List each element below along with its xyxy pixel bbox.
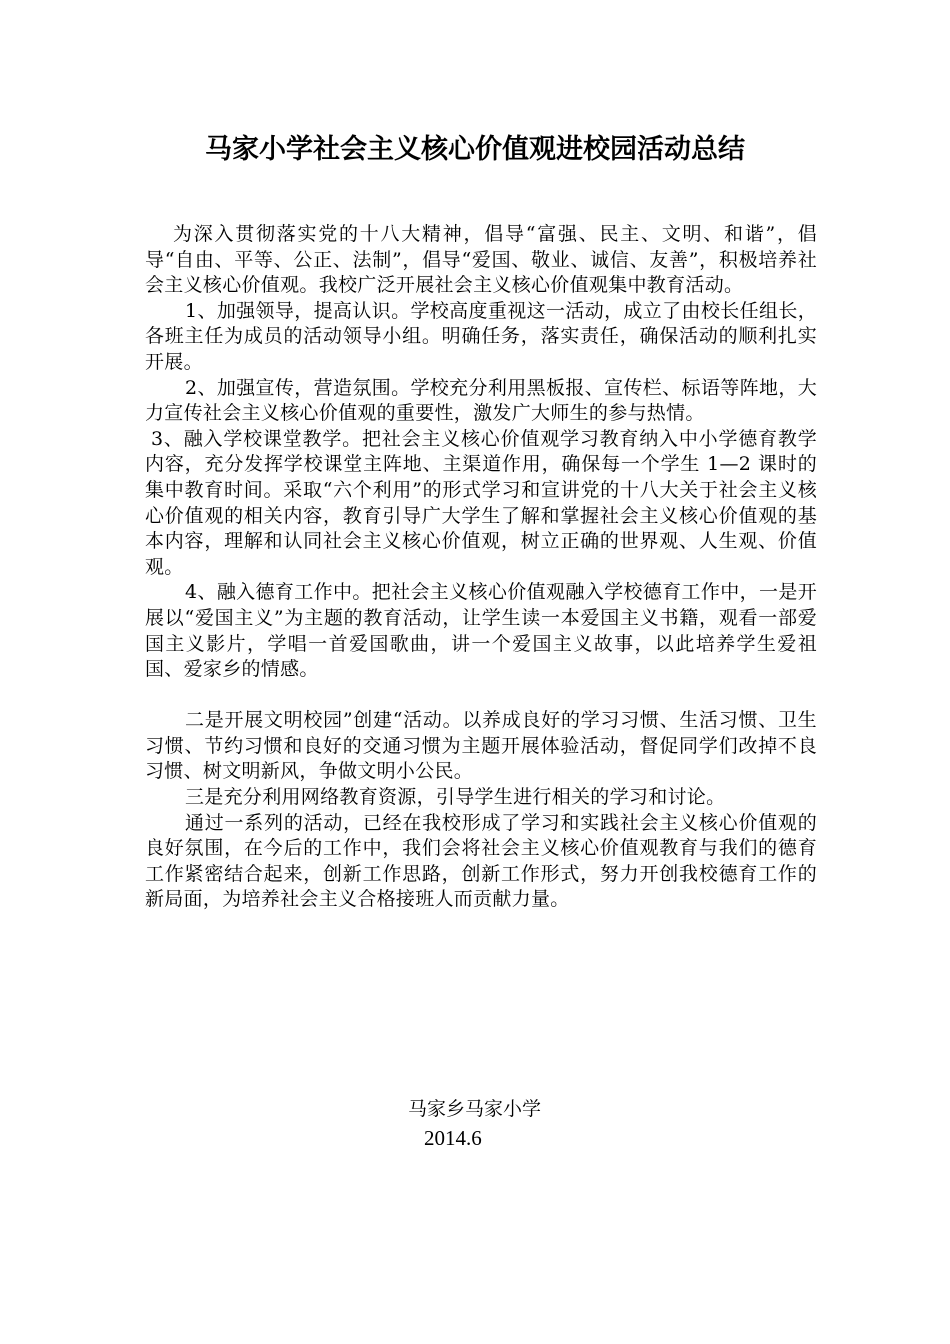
item-3-paragraph: 3、融入学校课堂教学。把社会主义核心价值观学习教育纳入中小学德育教学内容，充分发挥学校课堂主阵地、主渠道作用，确保每一个学生 1—2 课时的集中教育时间。采取“六个利用”的形式学习和宣讲党的十八大关于社会主义核心价值观的相关内容，教育引导广大学生了解和掌握社会主义核心价值观的基本内容，理解和认同社会主义核心价值观，树立正确的世界观、人生观、价值观。 [145,427,817,578]
item-2-paragraph: 2、加强宣传，营造氛围。学校充分利用黑板报、宣传栏、标语等阵地，大力宣传社会主义核心价值观的重要性，激发广大师生的参与热情。 [145,376,817,425]
intro-paragraph: 为深入贯彻落实党的十八大精神，倡导“富强、民主、文明、和谐”，倡导“自由、平等、公正、法制”，倡导“爱国、敬业、诚信、友善”，积极培养社会主义核心价值观。我校广泛开展社会主义核心价值观集中教育活动。 [145,223,817,297]
document-body [145,222,817,913]
document-title: 马家小学社会主义核心价值观进校园活动总结 [205,134,745,165]
blank-line [145,683,817,709]
signature-date: 2014.6 [424,1126,482,1150]
conclusion-paragraph: 通过一系列的活动，已经在我校形成了学习和实践社会主义核心价值观的良好氛围，在今后的工作中，我们会将社会主义核心价值观教育与我们的德育工作紧密结合起来，创新工作思路，创新工作形式，努力开创我校德育工作的新局面，为培养社会主义合格接班人而贡献力量。 [145,811,817,911]
item-1-paragraph: 1、加强领导，提高认识。学校高度重视这一活动，成立了由校长任组长，各班主任为成员的活动领导小组。明确任务，落实责任，确保活动的顺利扎实开展。 [145,299,817,373]
signature-school: 马家乡马家小学 [408,1098,542,1120]
second-point-paragraph: 二是开展文明校园”创建“活动。以养成良好的学习习惯、生活习惯、卫生习惯、节约习惯和良好的交通习惯为主题开展体验活动，督促同学们改掉不良习惯、树文明新风，争做文明小公民。 [145,709,817,783]
item-4-paragraph: 4、融入德育工作中。把社会主义核心价值观融入学校德育工作中，一是开展以“爱国主义”为主题的教育活动，让学生读一本爱国主义书籍，观看一部爱国主义影片，学唱一首爱国歌曲，讲一个爱国主义故事，以此培养学生爱祖国、爱家乡的情感。 [145,581,817,681]
third-point-paragraph: 三是充分利用网络教育资源，引导学生进行相关的学习和讨论。 [185,786,726,809]
